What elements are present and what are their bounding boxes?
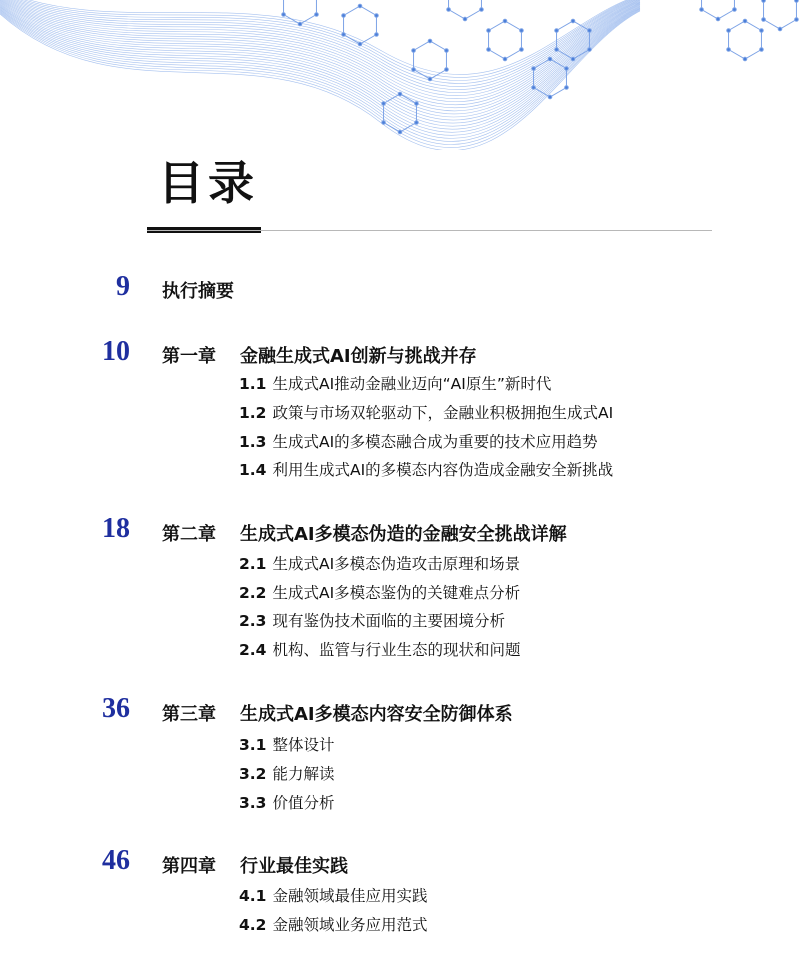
section-number: 4.1 [239,887,267,905]
hexagon-node [412,49,416,53]
hexagon-node [555,29,559,33]
hexagon-node [760,29,764,33]
hexagon-node [412,68,416,72]
toc-section[interactable] [239,372,551,394]
page-number: 10 [102,336,130,367]
toc-title: 目录 [158,156,258,210]
toc-section[interactable] [239,609,505,631]
hexagon-node [760,48,764,52]
section-number: 2.3 [239,612,267,630]
section-number: 4.2 [239,916,267,934]
hexagon-node [428,77,432,81]
hexagon-node [398,92,402,96]
toc-section[interactable] [239,458,613,480]
hexagon-shape [489,21,522,59]
hexagon-node [503,57,507,61]
section-title: 机构、监管与行业生态的现状和问题 [272,641,521,659]
wave-line [0,0,640,77]
hexagon-node [733,8,737,12]
hexagon-shape [449,0,482,19]
hexagon-node [342,14,346,18]
hexagon-node [548,95,552,99]
hexagon-node [520,48,524,52]
hexagon-node [571,19,575,23]
entry-label: 执行摘要 [162,281,234,302]
chapter-label: 第四章 [162,856,216,877]
section-title: 金融领域最佳应用实践 [272,887,428,905]
hexagon-node [743,19,747,23]
toc-section[interactable] [239,762,334,784]
wave-line [0,0,640,90]
section-number: 2.4 [239,641,267,659]
hexagon-node [778,27,782,31]
section-title: 生成式AI多模态鉴伪的关键难点分析 [272,584,521,602]
hexagon-node [358,4,362,8]
section-title: 现有鉴伪技术面临的主要困境分析 [272,612,505,630]
section-title: 金融领域业务应用范式 [272,916,428,934]
title-divider [147,230,712,231]
hexagon-node [532,67,536,71]
hexagon-node [398,130,402,134]
chapter-title: 金融生成式AI创新与挑战并存 [240,346,477,367]
section-title: 政策与市场双轮驱动下，金融业积极拥抱生成式AI [272,404,614,422]
chapter-label: 第三章 [162,704,216,725]
chapter-title: 生成式AI多模态内容安全防御体系 [240,704,513,725]
hexagon-node [795,18,799,22]
hexagon-node [375,33,379,37]
hexagon-node [358,42,362,46]
hexagon-node [463,17,467,21]
hexagon-node [532,86,536,90]
hexagon-node [415,102,419,106]
hexagon-node [447,8,451,12]
wave-line [0,0,640,84]
wave-line [0,9,640,141]
wave-lines-decoration [0,0,640,150]
section-number: 2.1 [239,555,267,573]
toc-section[interactable] [239,430,598,452]
section-title: 生成式AI推动金融业迈向“AI原生”新时代 [272,375,552,393]
toc-section[interactable] [239,913,427,935]
hexagon-node [342,33,346,37]
hexagon-node [762,0,766,2]
hexagon-node [520,29,524,33]
page-number: 18 [102,513,130,544]
hexagon-node [571,57,575,61]
hexagon-node [548,57,552,61]
section-number: 1.1 [239,375,267,393]
chapter-title: 生成式AI多模态伪造的金融安全挑战详解 [240,524,567,545]
hexagon-node [555,48,559,52]
hexagon-node [503,19,507,23]
hexagon-node [445,68,449,72]
hexagon-node [375,14,379,18]
hexagon-node [700,8,704,12]
chapter-label: 第二章 [162,524,216,545]
toc-section[interactable] [239,552,520,574]
hexagon-node [762,18,766,22]
section-number: 1.2 [239,404,267,422]
section-title: 利用生成式AI的多模态内容伪造成金融安全新挑战 [272,461,614,479]
hexagon-node [282,13,286,17]
hexagon-node [298,22,302,26]
page-number: 9 [116,271,130,302]
hexagon-node [445,49,449,53]
hexagon-node [315,13,319,17]
header-decoration [0,0,800,150]
hexagon-node [588,48,592,52]
section-title: 能力解读 [272,765,335,783]
hexagon-shape [729,21,762,59]
section-title: 价值分析 [272,794,335,812]
page-number: 36 [102,693,130,724]
section-number: 1.4 [239,461,267,479]
section-number: 2.2 [239,584,267,602]
section-number: 3.2 [239,765,267,783]
hexagon-node [382,102,386,106]
hexagon-shape [344,6,377,44]
hexagon-node [727,29,731,33]
chapter-title: 行业最佳实践 [240,856,348,877]
section-title: 生成式AI的多模态融合成为重要的技术应用趋势 [272,433,598,451]
toc-section[interactable] [239,733,334,755]
section-title: 整体设计 [272,736,335,754]
toc-section[interactable] [239,791,334,813]
wave-line [0,7,640,132]
toc-section[interactable] [239,638,520,660]
toc-section[interactable] [239,581,520,603]
hexagon-node [565,86,569,90]
hexagon-node [382,121,386,125]
hexagon-node [487,48,491,52]
page-number: 46 [102,845,130,876]
hexagon-shape [702,0,735,19]
hexagon-node [795,0,799,2]
hexagon-node [428,39,432,43]
hexagon-node [727,48,731,52]
section-title: 生成式AI多模态伪造攻击原理和场景 [272,555,521,573]
chapter-label: 第一章 [162,346,216,367]
section-number: 1.3 [239,433,267,451]
hexagon-node [743,57,747,61]
section-number: 3.1 [239,736,267,754]
hexagon-node [487,29,491,33]
toc-section[interactable] [239,884,427,906]
hexagon-node [716,17,720,21]
hexagon-shape [764,0,797,29]
toc-section[interactable] [239,401,613,423]
hexagon-node [480,8,484,12]
hexagon-node [415,121,419,125]
hexagon-node [565,67,569,71]
hexagon-node [588,29,592,33]
section-number: 3.3 [239,794,267,812]
